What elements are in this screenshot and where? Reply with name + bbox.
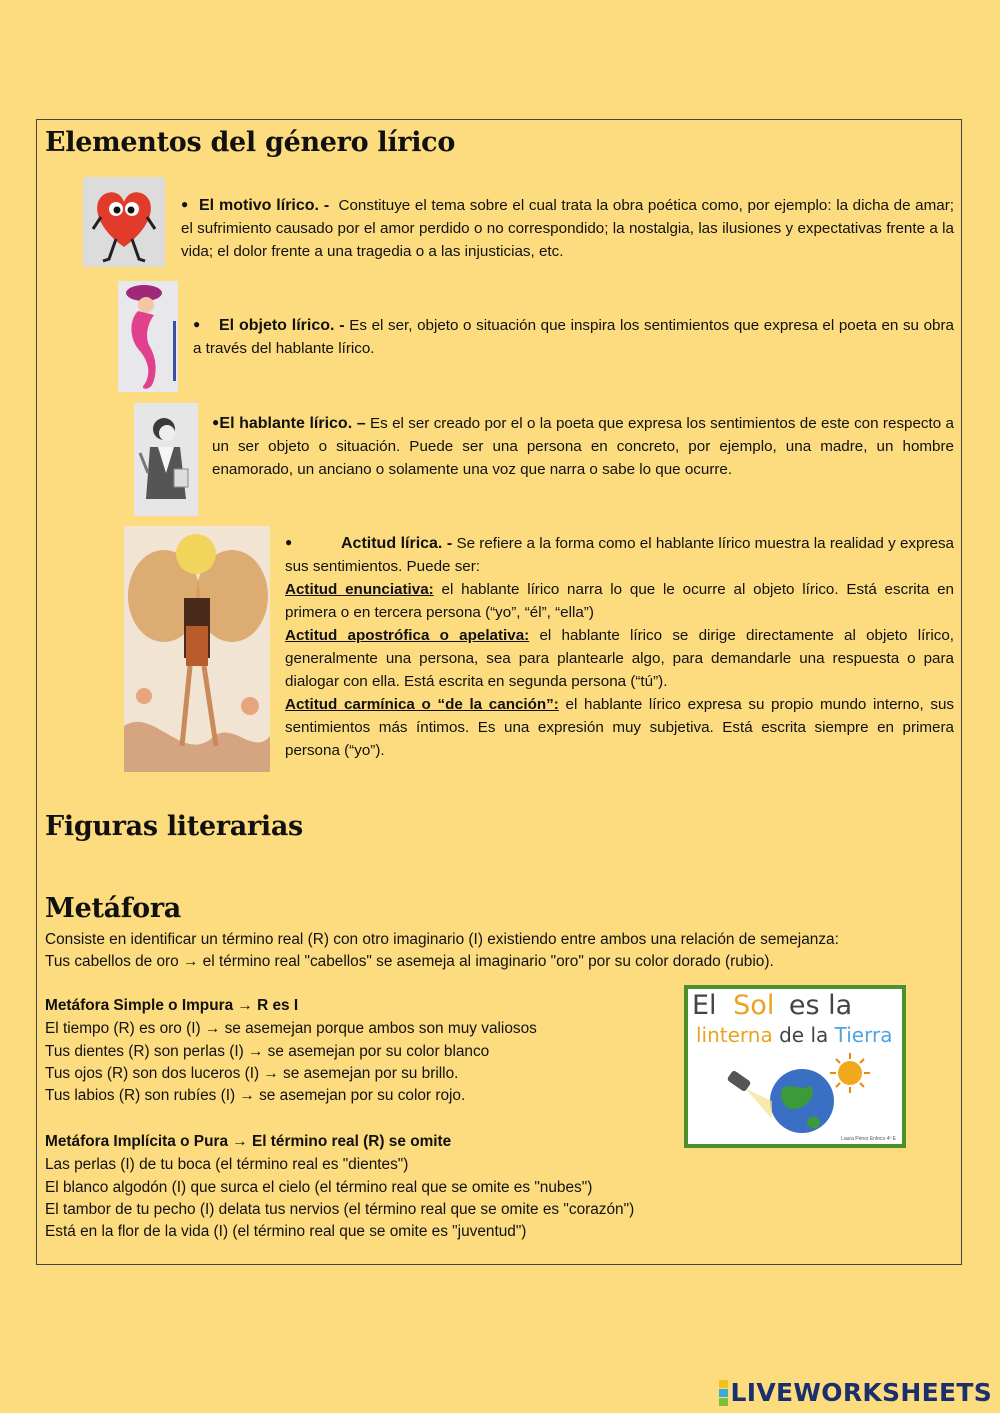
metafora-implicita-line: El tambor de tu pecho (I) delata tus nervios (el término real que se omite es "corazón") [45,1201,635,1218]
metafora-simple-line: Tus dientes (R) son perlas (I) → se asemejan por su color blanco [45,1043,490,1060]
drawing-word: Sol [733,990,775,1021]
heart-character-image [83,177,165,267]
bullet-icon: ● [193,317,201,331]
metafora-implicita-line: El blanco algodón (I) que surca el cielo (el término real que se omite es "nubes") [45,1179,593,1196]
objeto-text: Es el ser, objeto o situación que inspira los sentimientos que expresa el poeta en su obra a través del hablante lírico. [193,317,954,357]
section-title-figuras: Figuras literarias [45,811,303,842]
logo-blocks-icon [719,1380,728,1406]
metafora-intro-line: Tus cabellos de oro → el término real "cabellos" se asemeja al imaginario "oro" por su color dorado (rubio). [45,953,774,970]
drawing-word: linterna [696,1023,773,1047]
drawing-word: es la [788,990,853,1021]
hablante-term: El hablante lírico. – [219,415,366,432]
enunciativa-text: el hablante lírico narra lo que le ocurre al objeto lírico. Está escrita en primera o en tercera persona (“yo”, “él”, “ella”) [285,581,954,621]
metafora-implicita-line: Las perlas (I) de tu boca (el término real es "dientes") [45,1156,409,1173]
objeto-lirico-paragraph [193,313,954,360]
woman-hat-image [118,281,178,392]
fairy-illustration-image [124,526,270,772]
drawing-word: de la [779,1023,829,1047]
drawing-word: El [692,990,717,1021]
metafora-simple-line: El tiempo (R) es oro (I) → se asemejan porque ambos son muy valiosos [45,1020,537,1037]
drawing-signature: Laura Pérez Enfoco 4º E [841,1136,896,1142]
actitud-apostrofica [285,624,954,693]
section-title-lyric: Elementos del género lírico [45,127,456,158]
sol-linterna-drawing [684,985,906,1148]
drawing-word: Tierra [834,1023,893,1047]
speaker-figure-image [134,403,198,516]
actitud-term: Actitud lírica. - [341,535,453,552]
liveworksheets-logo [719,1378,992,1407]
motivo-lirico-paragraph [181,193,954,263]
metafora-title: Metáfora [45,893,181,924]
drawing-title-row1 [692,991,852,1021]
logo-text: LIVEWORKSHEETS [730,1378,992,1407]
hablante-lirico-paragraph [212,411,954,481]
hablante-text: Es el ser creado por el o la poeta que expresa los sentimientos de este con respecto a un ser objeto o situación. Puede ser una persona en concreto, por ejemplo, una madre, un hombre enamorado, un anciano o solamente una voz que narra o sabe lo que ocurre. [212,415,954,478]
objeto-term: El objeto lírico. - [219,317,345,334]
actitud-lirica-block [285,531,954,762]
enunciativa-label: Actitud enunciativa: [285,581,434,598]
apostrofica-label: Actitud apostrófica o apelativa: [285,627,530,644]
metafora-simple-line: Tus ojos (R) son dos luceros (I) → se asemejan por su brillo. [45,1065,459,1082]
apostrofica-text: el hablante lírico se dirige directamente al objeto lírico, generalmente una persona, sea para plantearle algo, para demandarle una respuesta o para dialogar con ella. Está escrita en segunda persona (“tú”). [285,627,954,690]
metafora-intro-line: Consiste en identificar un término real (R) con otro imaginario (I) existiendo entre ambos una relación de semejanza: [45,931,839,948]
metafora-simple-line: Tus labios (R) son rubíes (I) → se asemejan por su color rojo. [45,1087,466,1104]
metafora-implicita-title: Metáfora Implícita o Pura → El término real (R) se omite [45,1133,452,1150]
metafora-simple-title: Metáfora Simple o Impura → R es I [45,997,299,1014]
metafora-implicita-line: Está en la flor de la vida (I) (el término real que se omite es "juventud") [45,1223,527,1240]
carminica-label: Actitud carmínica o “de la canción”: [285,696,559,713]
motivo-text: Constituye el tema sobre el cual trata la obra poética como, por ejemplo: la dicha de amar; el sufrimiento causado por el amor perdido o no correspondido; la nostalgia, las ilusiones y expectativas frente a la vida; el dolor frente a una tragedia o a las injusticias, etc. [181,197,954,260]
motivo-term: El motivo lírico. - [199,197,330,214]
actitud-text: Se refiere a la forma como el hablante lírico muestra la realidad y expresa sus sentimientos. Puede ser: [285,535,954,575]
bullet-icon: ● [181,197,189,211]
drawing-title-row2 [696,1023,892,1047]
bullet-icon: ● [212,415,220,429]
actitud-enunciativa [285,578,954,624]
actitud-paragraph [285,531,954,578]
actitud-carminica [285,693,954,762]
carminica-text: el hablante lírico expresa su propio mundo interno, sus sentimientos más íntimos. Es una expresión muy subjetiva. Está escrita siempre en primera persona (“yo”). [285,696,954,759]
bullet-icon: ● [285,535,293,549]
